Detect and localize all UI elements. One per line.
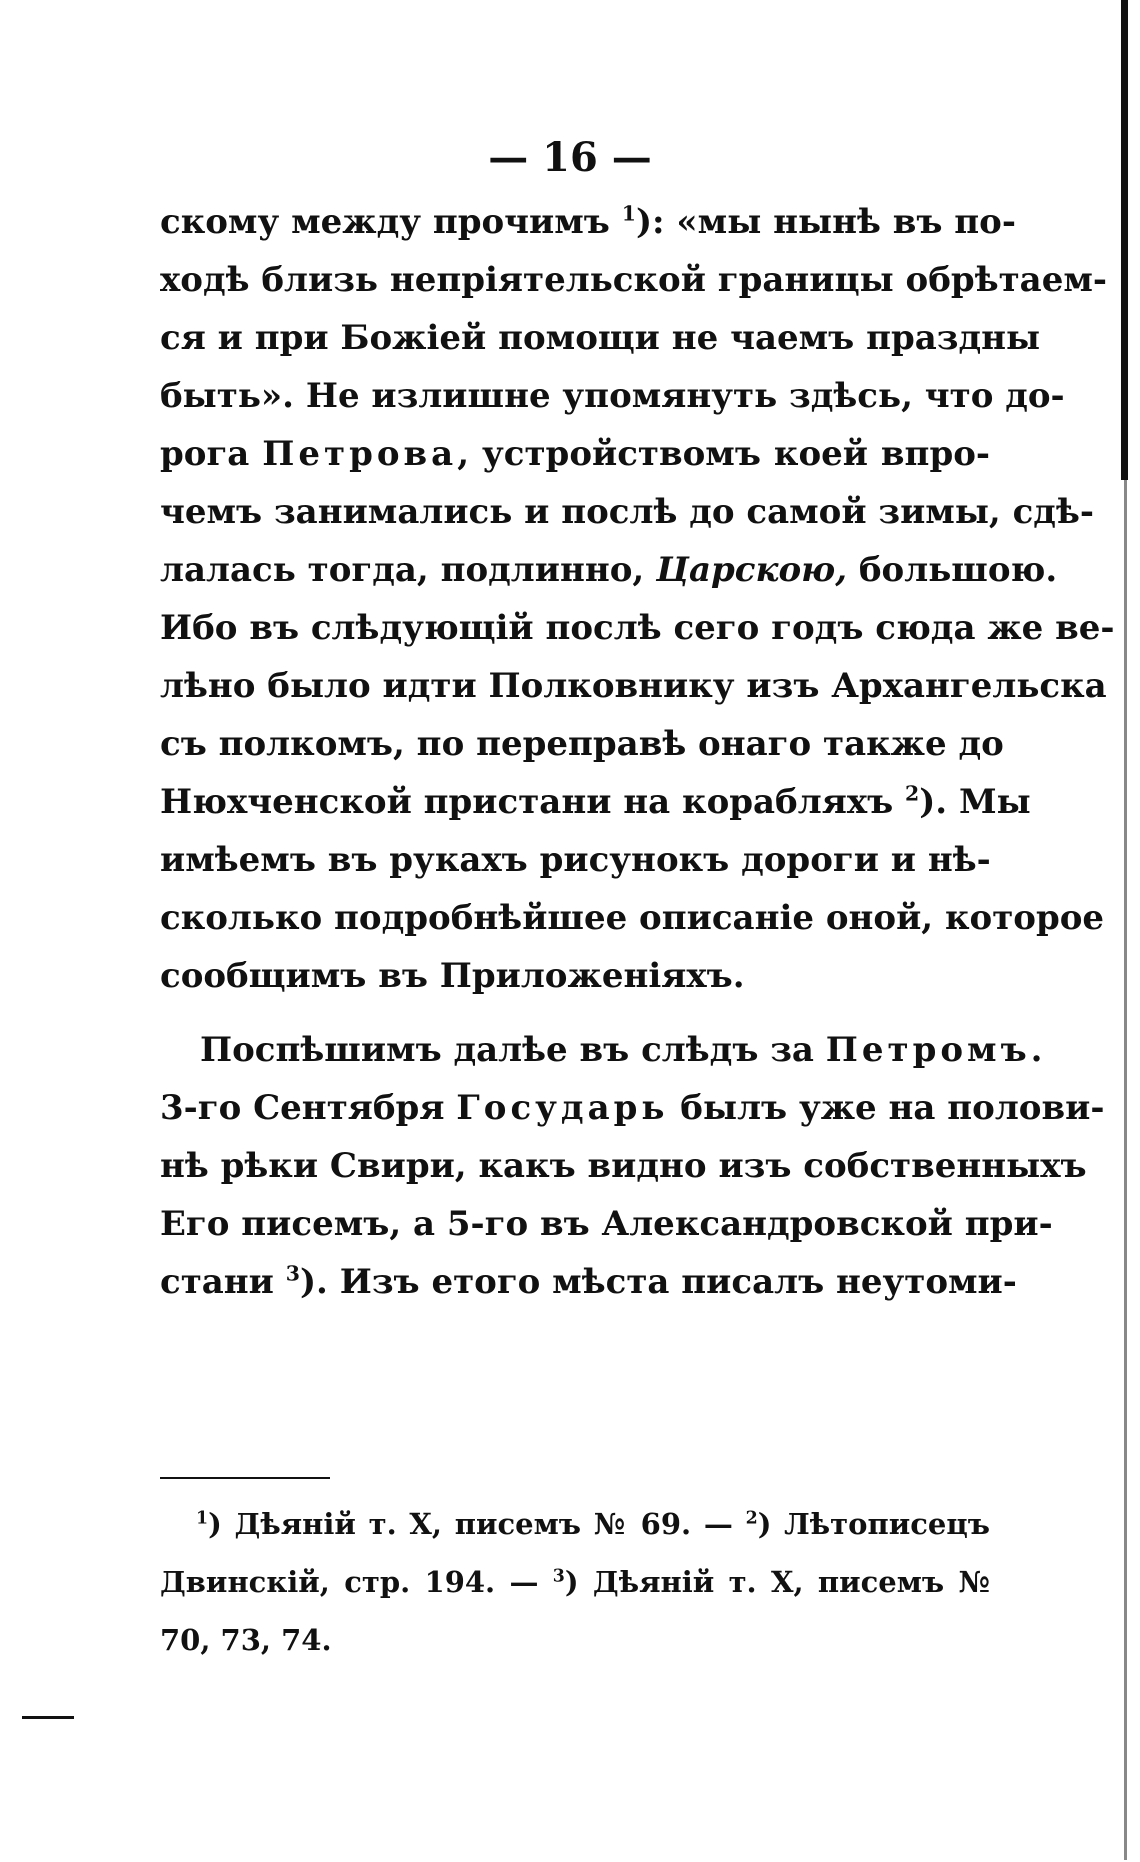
text-line	[160, 429, 990, 479]
text-line	[160, 661, 1107, 711]
footnote-rule	[160, 1477, 330, 1479]
text-line	[160, 371, 1065, 421]
text-run: стани	[160, 1262, 286, 1302]
spaced-name: Петромъ	[825, 1030, 1031, 1070]
text-run: ся и при Божіей помощи не чаемъ праздны	[160, 318, 1041, 358]
spaced-name: Петрова	[262, 434, 458, 474]
text-run: чемъ занимались и послѣ до самой зимы, сдѣ-	[160, 492, 1094, 532]
text-line	[160, 603, 1115, 653]
text-run: рога	[160, 434, 263, 474]
text-run: большою.	[847, 550, 1058, 590]
text-line	[160, 893, 1105, 943]
text-line	[200, 1025, 1043, 1075]
text-line	[160, 487, 1094, 537]
text-run: .	[1030, 1030, 1043, 1070]
text-line	[160, 719, 1004, 769]
text-run: ). Изъ етого мѣста писалъ неутоми-	[299, 1262, 1017, 1302]
text-run: съ полкомъ, по переправѣ онаго также до	[160, 724, 1004, 764]
footnote-text: ) Дѣяній т. X, писемъ №	[564, 1565, 990, 1599]
footnote-ref: 3	[285, 1261, 300, 1286]
footnote-line	[160, 1560, 990, 1604]
footnote-line	[160, 1618, 990, 1662]
text-run: Нюхченской пристани на корабляхъ	[160, 782, 906, 822]
text-run: ходѣ близь непріятельской границы обрѣтаем-	[160, 260, 1107, 300]
footnote-text: Двинскій, стр. 194. —	[160, 1565, 553, 1599]
text-run: былъ уже на полови-	[668, 1088, 1105, 1128]
text-run: ): «мы нынѣ въ по-	[635, 202, 1016, 242]
text-run: скому между прочимъ	[160, 202, 622, 242]
text-run: Ибо въ слѣдующій послѣ сего годъ сюда же ве-	[160, 608, 1115, 648]
text-line	[160, 197, 1016, 247]
text-run: сообщимъ въ Приложеніяхъ.	[160, 956, 745, 996]
text-line	[160, 1257, 1017, 1307]
text-run: лалась тогда, подлинно,	[160, 550, 657, 590]
text-run: лѣно было идти Полковнику изъ Архангельска	[160, 666, 1107, 706]
spaced-name: Государь	[456, 1088, 669, 1128]
scan-margin-mark	[22, 1716, 74, 1719]
footnote-text: ) Дѣяній т. X, писемъ № 69. —	[208, 1507, 746, 1541]
footnote-number: 3	[552, 1566, 565, 1587]
text-run: Его писемъ, а 5-го въ Александровской при-	[160, 1204, 1053, 1244]
text-line	[160, 1083, 1105, 1133]
page-number: — 16 —	[488, 134, 652, 181]
text-run: 3-го Сентября	[160, 1088, 457, 1128]
scan-edge-mark	[1124, 480, 1127, 1860]
text-line	[160, 545, 1058, 595]
scan-edge-mark	[1121, 0, 1128, 480]
text-line	[160, 777, 1031, 827]
text-run: сколько подробнѣйшее описаніе оной, которое	[160, 898, 1105, 938]
footnote-ref: 2	[905, 781, 920, 806]
text-run: быть». Не излишне упомянуть здѣсь, что до-	[160, 376, 1065, 416]
text-run: ). Мы	[919, 782, 1031, 822]
text-run: нѣ рѣки Свири, какъ видно изъ собственныхъ	[160, 1146, 1087, 1186]
footnote-number: 2	[745, 1508, 758, 1529]
text-line	[160, 951, 745, 1001]
text-run: , устройствомъ коей впро-	[457, 434, 991, 474]
text-line	[160, 313, 1041, 363]
text-line	[160, 835, 990, 885]
text-run: Поспѣшимъ далѣе въ слѣдъ за	[200, 1030, 826, 1070]
text-line	[160, 1141, 1087, 1191]
footnote-ref: 1	[621, 201, 636, 226]
text-line	[160, 1199, 1053, 1249]
italic-word: Царскою,	[656, 550, 848, 590]
text-line	[160, 255, 1107, 305]
footnote-line	[196, 1502, 990, 1546]
text-run: имѣемъ въ рукахъ рисунокъ дороги и нѣ-	[160, 840, 991, 880]
footnote-text: ) Лѣтописецъ	[757, 1507, 990, 1541]
footnote-text: 70, 73, 74.	[160, 1623, 332, 1657]
footnote-number: 1	[196, 1508, 209, 1529]
